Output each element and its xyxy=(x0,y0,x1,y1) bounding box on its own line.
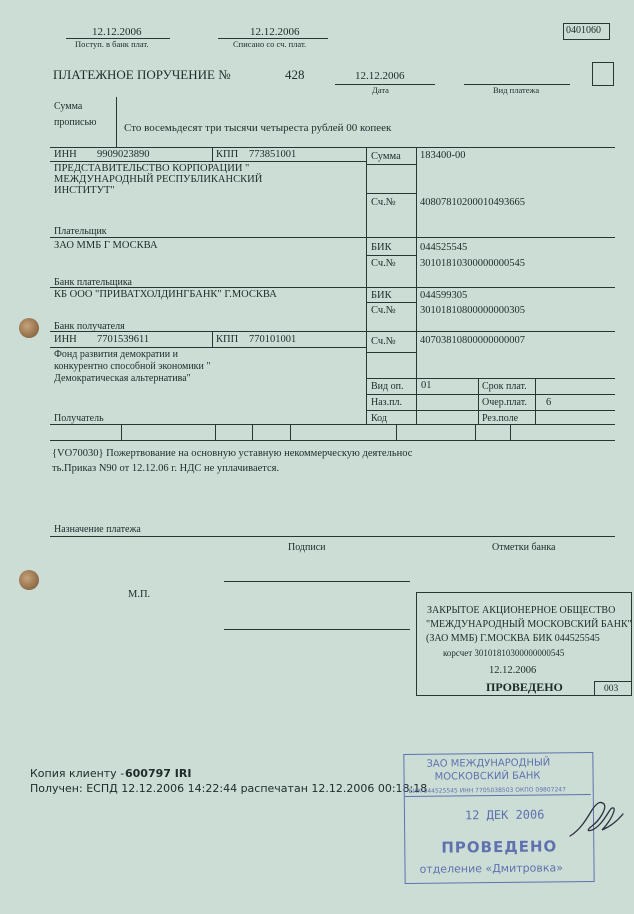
grid-line xyxy=(212,147,213,161)
payer-bank-bik-label: БИК xyxy=(371,242,392,253)
amount-words-label-1: Сумма xyxy=(54,101,83,112)
recipient-bank-account: 30101810800000000305 xyxy=(420,305,525,316)
grid-line xyxy=(366,378,615,379)
grid-line xyxy=(366,394,615,395)
form-code: 0401060 xyxy=(566,25,601,36)
received-date-label: Поступ. в банк плат. xyxy=(75,39,149,49)
purpose-label: Назначение платежа xyxy=(54,524,141,535)
debited-date: 12.12.2006 xyxy=(250,26,300,38)
document-number: 428 xyxy=(285,67,305,82)
recipient-account: 40703810800000000007 xyxy=(420,335,525,346)
bank-box-status: ПРОВЕДЕНО xyxy=(486,680,563,694)
purpose-line-2: ть.Приказ N90 от 12.12.06 г. НДС не уплачивается. xyxy=(52,463,280,474)
payer-kpp: 773851001 xyxy=(249,149,297,160)
recipient-bank-label: Банк получателя xyxy=(54,321,125,332)
payer-bank-label: Банк плательщика xyxy=(54,277,132,288)
client-copy-label: Копия клиенту - xyxy=(30,767,125,780)
bank-marks-label: Отметки банка xyxy=(492,542,556,553)
amount-words-divider xyxy=(116,97,117,147)
op-type-value: 01 xyxy=(421,380,432,391)
punch-hole-bottom xyxy=(19,570,39,590)
document-date-label: Дата xyxy=(372,85,389,95)
grid-line xyxy=(535,378,536,424)
payer-name-line-1: ПРЕДСТАВИТЕЛЬСТВО КОРПОРАЦИИ " xyxy=(54,163,250,174)
purpose-line-1: {VO70030} Пожертвование на основную уставную некоммерческую деятельнос xyxy=(52,448,413,459)
grid-line xyxy=(50,161,366,162)
stamp-line-3: БИК 044525545 ИНН 7705038503 ОКПО 09807247 xyxy=(408,786,566,795)
recipient-inn: 7701539611 xyxy=(97,334,150,345)
grid-line xyxy=(290,424,291,440)
grid-line xyxy=(475,424,476,440)
payer-bank-name: ЗАО ММБ Г МОСКВА xyxy=(54,240,158,251)
grid-line xyxy=(50,440,615,441)
stamp-line-1: ЗАО МЕЖДУНАРОДНЫЙ xyxy=(426,757,551,770)
payer-account: 40807810200010493665 xyxy=(420,197,525,208)
stamp-branch: отделение «Дмитровка» xyxy=(419,861,563,876)
stamp-status: ПРОВЕДЕНО xyxy=(441,837,558,857)
payer-inn: 9909023890 xyxy=(97,149,150,160)
bank-box-code: 003 xyxy=(604,684,619,694)
recipient-bank-account-label: Сч.№ xyxy=(371,305,396,316)
grid-line xyxy=(366,255,416,256)
recipient-label: Получатель xyxy=(54,413,104,424)
document-date: 12.12.2006 xyxy=(355,70,405,82)
grid-line xyxy=(50,424,615,425)
payer-kpp-label: КПП xyxy=(216,149,239,160)
payer-bank-account-label: Сч.№ xyxy=(371,258,396,269)
amount-words-text: Сто восемьдесят три тысячи четыреста рублей 00 копеек xyxy=(124,122,392,134)
bank-box-line-3: (ЗАО ММБ) Г.МОСКВА БИК 044525545 xyxy=(426,633,600,644)
grid-line xyxy=(121,424,122,440)
payer-name-line-3: ИНСТИТУТ" xyxy=(54,185,115,196)
stamp-date: 12 ДЕК 2006 xyxy=(464,807,545,823)
client-copy-value: 600797 IRI xyxy=(125,767,192,780)
grid-line xyxy=(215,424,216,440)
queue-label: Очер.плат. xyxy=(482,397,527,408)
punch-hole-top xyxy=(19,318,39,338)
received-printed-line: Получен: ЕСПД 12.12.2006 14:22:44 распечатан 12.12.2006 00:18:18 xyxy=(30,782,428,795)
recipient-name-line-2: конкурентно способной экономики " xyxy=(54,361,211,372)
sum-value: 183400-00 xyxy=(420,150,466,161)
payer-bank-account: 30101810300000000545 xyxy=(420,258,525,269)
grid-line xyxy=(252,424,253,440)
grid-line xyxy=(50,331,615,332)
recipient-account-label: Сч.№ xyxy=(371,336,396,347)
term-label: Срок плат. xyxy=(482,381,527,392)
grid-line xyxy=(396,424,397,440)
grid-line xyxy=(50,237,615,238)
grid-line xyxy=(510,424,511,440)
grid-line xyxy=(50,347,366,348)
received-date: 12.12.2006 xyxy=(92,26,142,38)
payer-label: Плательщик xyxy=(54,226,107,237)
handwritten-signature xyxy=(566,796,626,844)
op-type-label: Вид оп. xyxy=(371,381,404,392)
queue-value: 6 xyxy=(546,397,552,408)
grid-line xyxy=(478,378,479,424)
signature-line-2 xyxy=(224,629,410,630)
grid-line xyxy=(50,287,615,288)
payer-inn-label: ИНН xyxy=(54,149,77,160)
recipient-kpp: 770101001 xyxy=(249,334,297,345)
payer-bank-bik: 044525545 xyxy=(420,242,468,253)
payer-name-line-2: МЕЖДУНАРОДНЫЙ РЕСПУБЛИКАНСКИЙ xyxy=(54,174,263,185)
recipient-bank-bik-label: БИК xyxy=(371,290,392,301)
grid-line xyxy=(366,352,416,353)
amount-words-label-2: прописью xyxy=(54,117,97,128)
document-title: ПЛАТЕЖНОЕ ПОРУЧЕНИЕ № xyxy=(53,67,231,82)
mp-label: М.П. xyxy=(128,589,151,600)
recipient-bank-name: КБ ООО "ПРИВАТХОЛДИНГБАНК" Г.МОСКВА xyxy=(54,289,277,300)
grid-line xyxy=(366,410,615,411)
signature-line-1 xyxy=(224,581,410,582)
grid-line xyxy=(366,147,367,424)
sum-label: Сумма xyxy=(371,151,401,162)
bank-box-line-2: "МЕЖДУНАРОДНЫЙ МОСКОВСКИЙ БАНК" xyxy=(426,619,632,630)
payment-type-label: Вид платежа xyxy=(493,85,540,95)
stamp-line-2: МОСКОВСКИЙ БАНК xyxy=(434,770,541,783)
recipient-name-line-3: Демократическая альтернатива" xyxy=(54,373,191,384)
payer-account-label: Сч.№ xyxy=(371,197,396,208)
grid-line xyxy=(416,147,417,424)
grid-line xyxy=(212,331,213,347)
grid-line xyxy=(50,147,615,148)
recipient-inn-label: ИНН xyxy=(54,334,77,345)
recipient-kpp-label: КПП xyxy=(216,334,239,345)
bank-box-line-4: корсчет 30101810300000000545 xyxy=(443,648,565,658)
reserve-label: Рез.поле xyxy=(482,413,519,424)
purpose-bottom-line xyxy=(50,536,615,537)
recipient-name-line-1: Фонд развития демократии и xyxy=(54,349,178,360)
recipient-bank-bik: 044599305 xyxy=(420,290,468,301)
code-label: Код xyxy=(371,413,387,424)
debited-date-label: Списано со сч. плат. xyxy=(233,39,307,49)
bank-box-line-1: ЗАКРЫТОЕ АКЦИОНЕРНОЕ ОБЩЕСТВО xyxy=(427,605,616,616)
pay-purpose-label: Наз.пл. xyxy=(371,397,402,408)
grid-line xyxy=(366,302,416,303)
signatures-label: Подписи xyxy=(288,542,326,553)
grid-line xyxy=(366,164,416,165)
bank-box-date: 12.12.2006 xyxy=(489,665,537,676)
grid-line xyxy=(366,193,416,194)
payment-type-checkbox xyxy=(592,62,614,86)
